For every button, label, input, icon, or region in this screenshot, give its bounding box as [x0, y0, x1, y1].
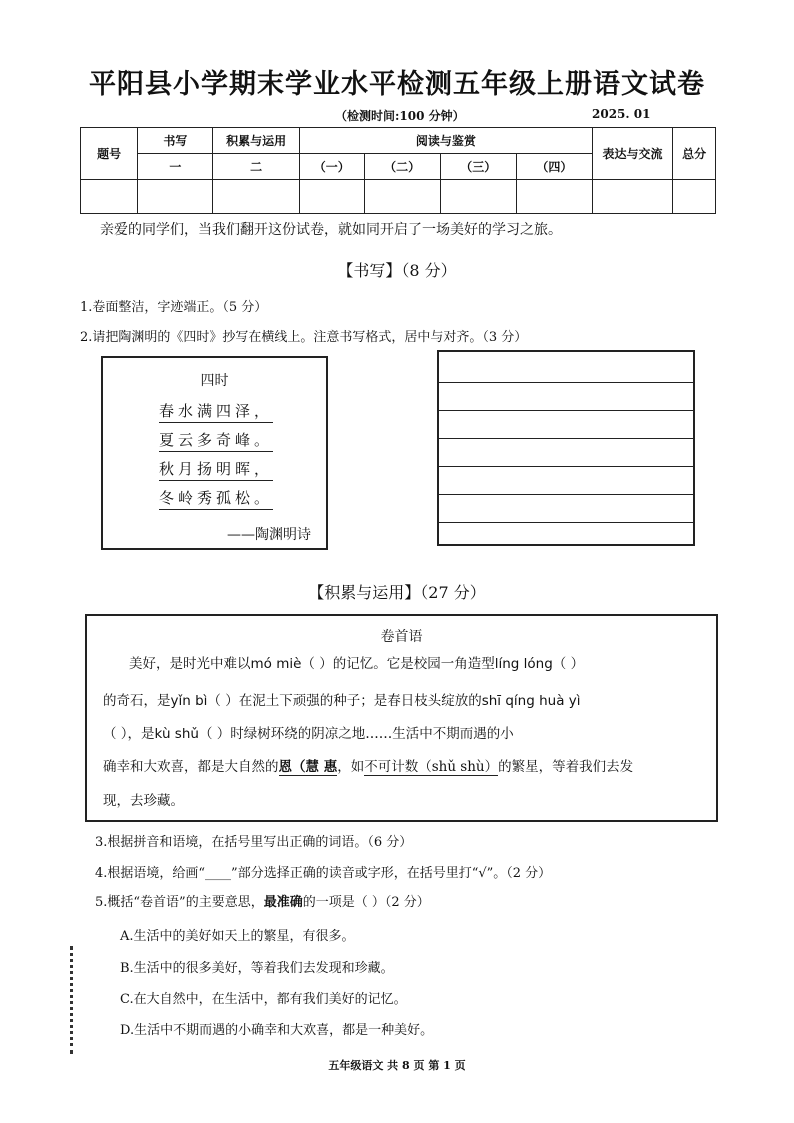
binding-dotted-line	[70, 946, 73, 1054]
question-2: 2.请把陶渊明的《四时》抄写在横线上。注意书写格式，居中与对齐。（3 分）	[80, 330, 528, 345]
passage-line-3: （ ），是kù shǔ（ ）时绿树环绕的阴凉之地……生活中不期而遇的小	[103, 726, 514, 742]
passage-line-4: 确幸和大欢喜，都是大自然的恩（慧 惠，如不可计数（shǔ shù）的繁星，等着我们去发	[103, 759, 634, 775]
writing-line[interactable]	[439, 522, 693, 523]
exam-duration: （检测时间:100 分钟）	[335, 109, 465, 123]
pinyin: kù shǔ	[154, 726, 199, 742]
writing-line[interactable]	[439, 466, 693, 467]
option-b[interactable]: B.生活中的很多美好，等着我们去发现和珍藏。	[120, 961, 394, 976]
score-reading-part-4: （四）	[516, 154, 592, 180]
option-d[interactable]: D.生活中不期而遇的小确幸和大欢喜，都是一种美好。	[120, 1023, 434, 1038]
emphasis: 最准确	[263, 895, 303, 910]
section-accumulation-title: 【积累与运用】（27 分）	[308, 583, 486, 602]
score-num-one: 一	[138, 154, 213, 180]
score-cell[interactable]	[592, 180, 672, 214]
pinyin: líng lóng	[494, 656, 553, 672]
question-3: 3.根据拼音和语境，在括号里写出正确的词语。（6 分）	[95, 835, 413, 850]
question-4: 4.根据语境，给画“____”部分选择正确的读音或字形，在括号里打“√”。（2 分）	[95, 866, 552, 881]
score-cell[interactable]	[516, 180, 592, 214]
question-1: 1.卷面整洁，字迹端正。（5 分）	[80, 300, 268, 315]
score-cell[interactable]	[440, 180, 516, 214]
poem-line: 秋月扬明晖，	[159, 458, 273, 481]
option-a[interactable]: A.生活中的美好如天上的繁星，有很多。	[120, 929, 355, 944]
score-cell[interactable]	[213, 180, 300, 214]
score-num-two: 二	[213, 154, 300, 180]
writing-line[interactable]	[439, 494, 693, 495]
pinyin: shī qíng huà yì	[481, 693, 581, 709]
greeting: 亲爱的同学们，当我们翻开这份试卷，就如同开启了一场美好的学习之旅。	[100, 222, 562, 238]
score-table	[80, 127, 716, 214]
section-writing-title: 【书写】（8 分）	[337, 261, 457, 280]
passage-line-5: 现，去珍藏。	[103, 793, 184, 809]
score-header-expression: 表达与交流	[592, 128, 672, 180]
score-header-accumulation: 积累与运用	[213, 128, 300, 154]
passage-heading: 卷首语	[380, 629, 423, 645]
page-footer: 五年级语文 共 8 页 第 1 页	[328, 1059, 466, 1072]
score-cell[interactable]	[81, 180, 138, 214]
score-reading-part-3: （三）	[440, 154, 516, 180]
answer-blank[interactable]: （ ），是	[103, 726, 155, 742]
poem-line: 春水满四泽，	[159, 400, 273, 423]
option-c[interactable]: C.在大自然中，在生活中，都有我们美好的记忆。	[120, 992, 407, 1007]
copy-writing-area[interactable]	[437, 350, 695, 546]
answer-blank[interactable]: （ ）	[552, 656, 585, 672]
pinyin: yǐn bì	[170, 693, 208, 709]
score-cell[interactable]	[673, 180, 716, 214]
score-cell[interactable]	[364, 180, 440, 214]
answer-blank[interactable]: 的一项是（ ）（2 分）	[302, 895, 430, 910]
poem-line: 夏云多奇峰。	[159, 429, 273, 452]
score-cell[interactable]	[138, 180, 213, 214]
score-reading-part-2: （二）	[364, 154, 440, 180]
exam-date: 2025. 01	[592, 107, 651, 121]
score-header-total: 总分	[673, 128, 716, 180]
page-title: 平阳县小学期末学业水平检测五年级上册语文试卷	[89, 69, 705, 100]
passage-line-2: 的奇石，是yǐn bì（ ）在泥土下顽强的种子；是春日枝头绽放的shī qíng huà yì	[103, 693, 581, 709]
underlined-choice[interactable]: 不可计数（shǔ shù）	[364, 759, 499, 775]
passage-line-1: 美好，是时光中难以mó miè（ ）的记忆。它是校园一角造型líng lóng（ ）	[129, 656, 585, 672]
answer-blank[interactable]: （ ）在泥土下顽强的种子；是春日枝头绽放的	[207, 693, 482, 709]
score-header-label: 题号	[81, 128, 138, 180]
score-cell[interactable]	[299, 180, 364, 214]
poem-title: 四时	[200, 373, 229, 389]
score-header-writing: 书写	[138, 128, 213, 154]
poem-box	[101, 356, 328, 550]
underlined-choice[interactable]: 恩（慧 惠	[278, 759, 338, 775]
writing-line[interactable]	[439, 438, 693, 439]
pinyin: mó miè	[250, 656, 302, 672]
score-reading-part-1: （一）	[299, 154, 364, 180]
question-5: 5.概括“卷首语”的主要意思，最准确的一项是（ ）（2 分）	[95, 895, 430, 910]
writing-line[interactable]	[439, 410, 693, 411]
writing-line[interactable]	[439, 382, 693, 383]
poem-author: ——陶渊明诗	[227, 527, 311, 543]
answer-blank[interactable]: （ ）的记忆。它是校园一角造型	[301, 656, 495, 672]
score-header-reading: 阅读与鉴赏	[299, 128, 592, 154]
poem-line: 冬岭秀孤松。	[159, 487, 273, 510]
passage-box	[85, 614, 718, 822]
